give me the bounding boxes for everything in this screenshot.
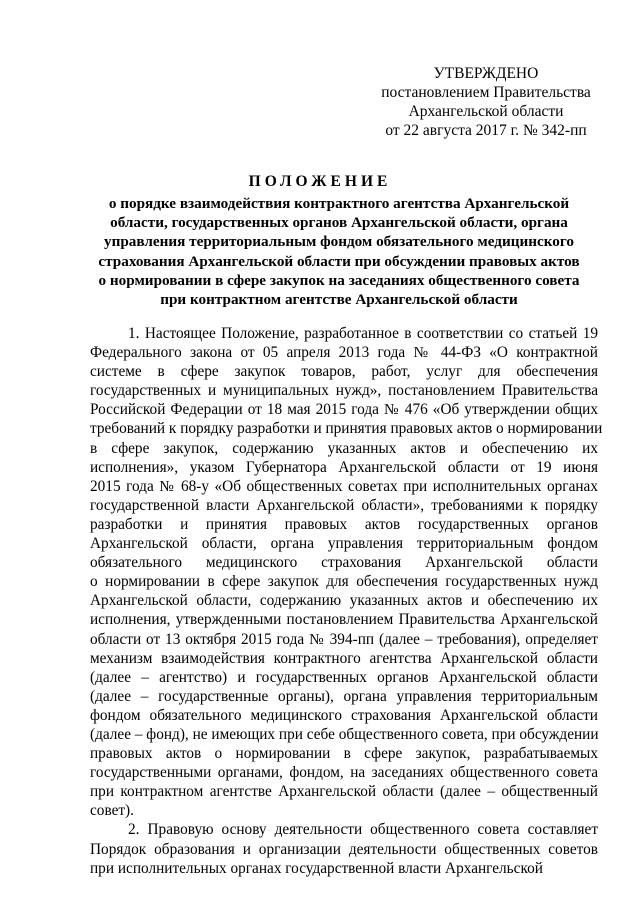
approval-line: от 22 августа 2017 г. № 342-пп xyxy=(385,122,587,139)
paragraph-line: 2. Правовую основу деятельности общественного совета составляет xyxy=(128,821,598,839)
paragraph-line: (далее – государственные органы), органа управления территориальным xyxy=(90,687,598,705)
paragraph-line: Порядок образования и организации деятельности общественных советов xyxy=(90,840,598,858)
paragraph-line: государственных и муниципальных нужд», постановлением Правительства xyxy=(90,382,598,400)
subtitle-line: управления территориальным фондом обязательного медицинского xyxy=(104,233,574,251)
subtitle-line: страхования Архангельской области при обсуждении правовых актов xyxy=(98,252,580,270)
paragraph-line: (далее – фонд), не имеющих при себе общественного совета, при обсуждении xyxy=(90,725,599,743)
paragraph-line: при контрактном агентстве Архангельской области (далее – общественный xyxy=(90,783,598,801)
paragraph-line: Архангельской области, органа управления территориальным фондом xyxy=(90,535,598,553)
paragraph-line: исполнения», указом Губернатора Архангельской области от 19 июня xyxy=(90,458,598,476)
paragraph-line: о нормировании в сфере закупок для обеспечения государственных нужд xyxy=(90,573,598,591)
document-subtitle xyxy=(86,194,592,309)
paragraph-line: государственной власти Архангельской области», требованиями к порядку xyxy=(90,496,598,514)
approval-line: УТВЕРЖДЕНО xyxy=(433,65,539,82)
subtitle-line: о нормировании в сфере закупок на заседаниях общественного совета xyxy=(98,271,580,289)
paragraph-line: совет). xyxy=(90,802,134,820)
paragraph-line: системе в сфере закупок товаров, работ, услуг для обеспечения xyxy=(90,363,598,381)
paragraph xyxy=(90,820,598,877)
paragraph-line: 1. Настоящее Положение, разработанное в соответствии со статьей 19 xyxy=(128,325,598,342)
paragraph xyxy=(90,324,603,820)
paragraph-line: требований к порядку разработки и принятия правовых актов о нормировании xyxy=(90,420,603,438)
paragraph-line: фондом обязательного медицинского страхования Архангельской области xyxy=(90,706,598,724)
paragraph-line: разработки и принятия правовых актов государственных органов xyxy=(90,515,598,533)
subtitle-line: при контрактном агентстве Архангельской области xyxy=(160,291,518,309)
approval-line: постановлением Правительства xyxy=(381,84,591,101)
approval-stamp xyxy=(368,64,604,140)
paragraph-line: 2015 года № 68-у «Об общественных советах при исполнительных органах xyxy=(90,477,598,495)
paragraph-line: правовых актов о нормировании в сфере закупок, разрабатываемых xyxy=(90,745,598,763)
subtitle-line: области, государственных органов Архангельской области, органа xyxy=(110,214,568,232)
paragraph-line: Федерального закона от 05 апреля 2013 года № 44-ФЗ «О контрактной xyxy=(90,344,598,362)
paragraph-line: Российской Федерации от 18 мая 2015 года № 476 «Об утверждении общих xyxy=(90,401,598,419)
document-body xyxy=(90,324,603,878)
paragraph-line: (далее – агентство) и государственных органов Архангельской области xyxy=(90,668,598,686)
paragraph-line: Архангельской области, содержанию указанных актов и обеспечению их xyxy=(90,592,598,610)
approval-line: Архангельской области xyxy=(408,103,564,120)
paragraph-line: обязательного медицинского страхования Архангельской области xyxy=(90,554,598,572)
paragraph-line: исполнения, утвержденными постановлением Правительства Архангельской xyxy=(90,611,598,629)
paragraph-line: государственными органами, фондом, на заседаниях общественного совета xyxy=(90,764,598,782)
paragraph-line: при исполнительных органах государственной власти Архангельской xyxy=(90,859,543,877)
paragraph-line: механизм взаимодействия контрактного агентства Архангельской области xyxy=(90,649,598,667)
paragraph-line: в сфере закупок, содержанию указанных актов и обеспечению их xyxy=(90,439,598,457)
document-title: ПОЛОЖЕНИЕ xyxy=(248,173,392,190)
subtitle-line: о порядке взаимодействия контрактного агентства Архангельской xyxy=(108,195,570,212)
paragraph-line: области от 13 октября 2015 года № 394-пп (далее – требования), определяет xyxy=(90,630,598,648)
